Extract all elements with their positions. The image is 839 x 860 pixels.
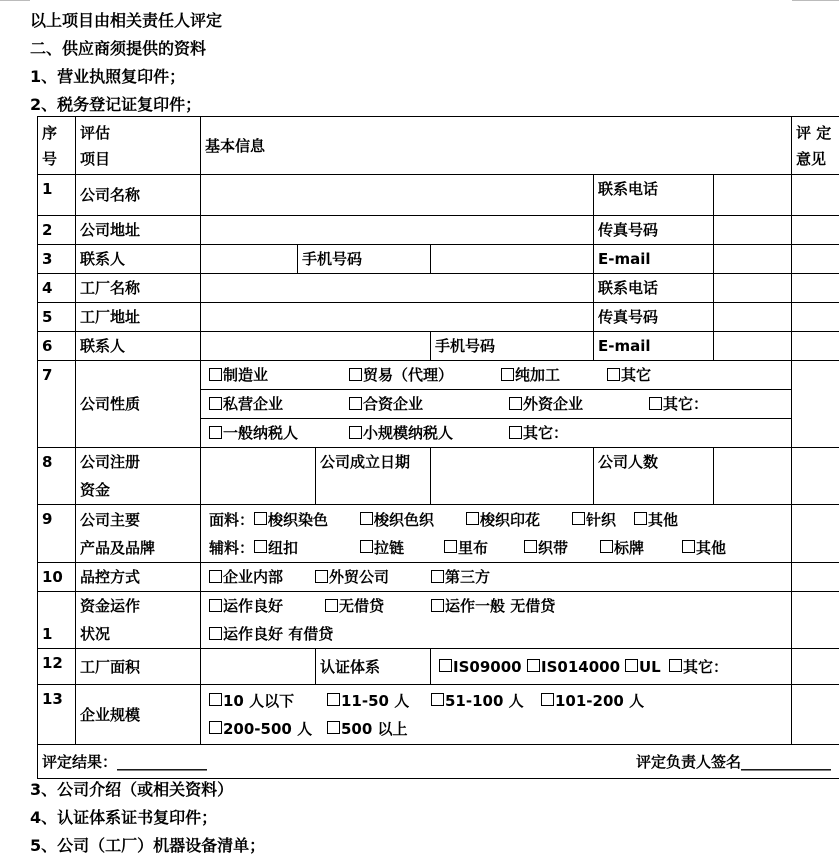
footer-line — [42, 748, 839, 776]
scale-option-over-500[interactable] — [327, 715, 408, 743]
checkbox-icon — [431, 570, 444, 583]
qc-option-internal[interactable] — [209, 563, 315, 591]
row7-line3 — [201, 418, 791, 447]
checkbox-icon — [209, 599, 222, 612]
row6-opinion[interactable] — [792, 332, 839, 361]
row9-label — [76, 505, 201, 563]
checkbox-icon — [634, 512, 647, 525]
doc-item-1: 1、营业执照复印件； — [30, 67, 186, 86]
option-label: 10 人以下 — [223, 691, 295, 710]
row11-line2 — [201, 620, 791, 648]
option-label: 私营企业 — [223, 395, 284, 413]
checkbox-icon — [541, 693, 554, 706]
row3-contact-value[interactable] — [201, 245, 298, 274]
header-item-bottom: 项目 — [80, 149, 111, 168]
row5-fax-label: 传真号码 — [594, 303, 714, 332]
row7-opinion[interactable] — [792, 361, 839, 448]
checkbox-icon — [327, 693, 340, 706]
option-label: 梭织染色 — [268, 510, 329, 529]
fabric-option-knit[interactable] — [572, 506, 634, 534]
header-seq-bottom: 号 — [42, 149, 58, 168]
row3-email-value[interactable] — [714, 245, 792, 274]
row7-line2 — [201, 389, 791, 418]
row-factory-address — [38, 303, 839, 332]
row4-phone-label: 联系电话 — [594, 274, 714, 303]
option-label: 外资企业 — [523, 395, 584, 413]
option-label: IS014000 — [541, 657, 621, 676]
row13-opinion[interactable] — [792, 685, 839, 745]
row12-area-value[interactable] — [201, 649, 316, 685]
doc-item-4: 4、认证体系证书复印件； — [30, 808, 218, 827]
row-company-nature — [38, 361, 839, 448]
option-label: 外贸公司 — [329, 568, 390, 586]
option-label: 其他 — [696, 538, 727, 557]
nature-option-joint[interactable] — [349, 390, 509, 418]
doc-item-5: 5、公司（工厂）机器设备清单； — [30, 836, 266, 855]
accessory-option-lining[interactable] — [444, 534, 524, 562]
option-label: 标牌 — [614, 538, 645, 557]
header-opinion-top: 评 定 — [796, 123, 832, 142]
checkbox-icon — [625, 659, 638, 672]
option-label: 运作良好 有借贷 — [223, 625, 334, 643]
row10-line — [201, 563, 791, 591]
checkbox-icon — [669, 659, 682, 672]
scale-option-11-50[interactable] — [327, 687, 431, 715]
qc-option-trade-company[interactable] — [315, 563, 431, 591]
option-label: 其它 — [621, 366, 652, 384]
row-capital-operation — [38, 592, 839, 649]
option-label: 梭织印花 — [480, 510, 541, 529]
option-label: 运作良好 — [223, 597, 284, 615]
row9-label-bottom: 产品及品牌 — [80, 538, 156, 557]
cert-option-iso9000[interactable] — [439, 653, 527, 681]
row4-no: 4 — [38, 274, 76, 303]
footer-cell — [38, 745, 839, 779]
doc-item-3: 3、公司介绍（或相关资料） — [30, 780, 234, 799]
fabric-label: 面料： — [209, 510, 255, 529]
row3-mobile-value[interactable] — [431, 245, 594, 274]
option-label: 合资企业 — [363, 395, 424, 413]
row6-email-label: E-mail — [594, 332, 714, 361]
nature-option-other-3[interactable] — [509, 419, 568, 447]
intro-line: 以上项目由相关责任人评定 — [30, 11, 223, 30]
checkbox-icon — [501, 368, 514, 381]
option-label: 贸易（代理） — [363, 366, 454, 384]
row2-fax-value[interactable] — [714, 216, 792, 245]
doc-item-2: 2、税务登记证复印件； — [30, 95, 202, 114]
row6-mobile-label: 手机号码 — [431, 332, 594, 361]
accessory-option-zipper[interactable] — [360, 534, 444, 562]
capital-option-no-debt[interactable] — [325, 592, 431, 620]
top-margin-mark-left — [0, 0, 30, 1]
checkbox-icon — [349, 397, 362, 410]
option-label: 其它： — [663, 395, 709, 413]
row8-capital-value[interactable] — [201, 448, 316, 505]
row9-no: 9 — [38, 505, 76, 563]
checkbox-icon — [325, 599, 338, 612]
fabric-option-other[interactable] — [634, 506, 678, 534]
checkbox-icon — [682, 540, 695, 553]
row8-no: 8 — [38, 448, 76, 505]
checkbox-icon — [349, 426, 362, 439]
row7-label: 公司性质 — [76, 361, 201, 448]
row-factory-contact — [38, 332, 839, 361]
nature-option-processing[interactable] — [501, 361, 607, 389]
row2-fax-label: 传真号码 — [594, 216, 714, 245]
row11-label-bottom: 状况 — [80, 625, 111, 643]
fabric-option-printed[interactable] — [466, 506, 572, 534]
row-evaluation-footer — [38, 745, 839, 779]
option-label: 11-50 人 — [341, 691, 410, 710]
nature-option-general-taxpayer[interactable] — [209, 419, 349, 447]
option-label: 51-100 人 — [445, 691, 524, 710]
row6-email-value[interactable] — [714, 332, 792, 361]
row12-cert-options — [431, 649, 792, 685]
option-label: 运作一般 无借贷 — [445, 597, 556, 615]
checkbox-icon — [360, 540, 373, 553]
row1-label: 公司名称 — [76, 175, 201, 216]
row13-label: 企业规模 — [76, 685, 201, 745]
accessory-label: 辅料： — [209, 538, 255, 557]
row-factory-area — [38, 649, 839, 685]
checkbox-icon — [444, 540, 457, 553]
accessory-option-ribbon[interactable] — [524, 534, 600, 562]
row-products — [38, 505, 839, 563]
checkbox-icon — [209, 368, 222, 381]
accessory-option-other[interactable] — [682, 534, 726, 562]
option-label: 其它： — [683, 657, 729, 676]
checkbox-icon — [349, 368, 362, 381]
option-label: 500 以上 — [341, 719, 408, 738]
option-label: 第三方 — [445, 568, 491, 586]
row-company-address — [38, 216, 839, 245]
row8-label-bottom: 资金 — [80, 481, 111, 499]
row1-phone-value[interactable] — [714, 175, 792, 216]
header-item — [76, 117, 201, 175]
scale-option-200-500[interactable] — [209, 715, 327, 743]
header-opinion — [792, 117, 839, 175]
row6-contact-value[interactable] — [201, 332, 431, 361]
option-label: 101-200 人 — [555, 691, 645, 710]
evaluator-signature[interactable]: 评定负责人签名____________ — [635, 752, 831, 771]
row5-opinion[interactable] — [792, 303, 839, 332]
nature-option-private[interactable] — [209, 390, 349, 418]
row4-opinion[interactable] — [792, 274, 839, 303]
checkbox-icon — [572, 512, 585, 525]
checkbox-icon — [607, 368, 620, 381]
header-basic-info: 基本信息 — [201, 117, 792, 175]
cert-option-iso14000[interactable] — [527, 653, 625, 681]
checkbox-icon — [439, 659, 452, 672]
header-seq — [38, 117, 76, 175]
checkbox-icon — [209, 397, 222, 410]
checkbox-icon — [431, 599, 444, 612]
checkbox-icon — [360, 512, 373, 525]
accessory-option-button[interactable] — [254, 534, 360, 562]
checkbox-icon — [649, 397, 662, 410]
row13-no: 13 — [38, 685, 76, 745]
option-label: 梭织色织 — [374, 510, 435, 529]
row11-opinion[interactable] — [792, 592, 839, 649]
row3-mobile-label: 手机号码 — [298, 245, 431, 274]
row4-label: 工厂名称 — [76, 274, 201, 303]
checkbox-icon — [315, 570, 328, 583]
checkbox-icon — [509, 397, 522, 410]
row11-line1 — [201, 592, 791, 620]
row12-cert-label: 认证体系 — [316, 649, 431, 685]
row-contact — [38, 245, 839, 274]
section-title: 二、供应商须提供的资料 — [30, 39, 207, 58]
header-item-top: 评估 — [80, 123, 111, 142]
row-factory-name — [38, 274, 839, 303]
row10-no: 10 — [38, 563, 76, 592]
qc-option-third-party[interactable] — [431, 563, 490, 591]
row9-fabric-line — [201, 506, 791, 534]
accessory-option-label[interactable] — [600, 534, 682, 562]
nature-option-small-taxpayer[interactable] — [349, 419, 509, 447]
row8-label-top: 公司注册 — [80, 453, 141, 471]
row5-label: 工厂地址 — [76, 303, 201, 332]
row7-options — [201, 361, 792, 448]
checkbox-icon — [600, 540, 613, 553]
table-header-row — [38, 117, 839, 175]
row3-opinion[interactable] — [792, 245, 839, 274]
cert-option-other[interactable] — [669, 653, 728, 681]
row11-no: 1 — [38, 592, 76, 649]
row3-label: 联系人 — [76, 245, 201, 274]
option-label: 里布 — [458, 538, 489, 557]
checkbox-icon — [209, 721, 222, 734]
row1-opinion[interactable] — [792, 175, 839, 216]
row2-value[interactable] — [201, 216, 594, 245]
row4-phone-value[interactable] — [714, 274, 792, 303]
row12-label: 工厂面积 — [76, 649, 201, 685]
row13-options — [201, 685, 792, 745]
row8-date-label: 公司成立日期 — [316, 448, 431, 505]
row8-opinion[interactable] — [792, 448, 839, 505]
row8-label — [76, 448, 201, 505]
row12-opinion[interactable] — [792, 649, 839, 685]
option-label: 纽扣 — [268, 538, 299, 557]
row12-no: 12 — [38, 649, 76, 685]
checkbox-icon — [527, 659, 540, 672]
option-label: 企业内部 — [223, 568, 284, 586]
row5-value[interactable] — [201, 303, 594, 332]
option-label: 针织 — [586, 510, 617, 529]
option-label: IS09000 — [453, 657, 522, 676]
row5-fax-value[interactable] — [714, 303, 792, 332]
checkbox-icon — [524, 540, 537, 553]
nature-option-foreign[interactable] — [509, 390, 649, 418]
row7-line1 — [201, 361, 791, 389]
top-margin-mark-right — [792, 0, 839, 1]
nature-option-other[interactable] — [607, 361, 651, 389]
capital-option-good-no-debt[interactable] — [209, 592, 325, 620]
row2-opinion[interactable] — [792, 216, 839, 245]
row12-line — [431, 653, 791, 681]
row8-staff-label: 公司人数 — [594, 448, 714, 505]
row-registered-capital — [38, 448, 839, 505]
row8-staff-value[interactable] — [714, 448, 792, 505]
checkbox-icon — [509, 426, 522, 439]
row9-accessory-line — [201, 534, 791, 562]
nature-option-manufacturing[interactable] — [209, 361, 349, 389]
option-label: 制造业 — [223, 366, 269, 384]
fabric-option-dyed[interactable] — [254, 506, 360, 534]
fabric-option-yarn-dyed[interactable] — [360, 506, 466, 534]
row6-no: 6 — [38, 332, 76, 361]
scale-option-51-100[interactable] — [431, 687, 541, 715]
row3-email-label: E-mail — [594, 245, 714, 274]
row9-label-top: 公司主要 — [80, 510, 141, 529]
checkbox-icon — [209, 570, 222, 583]
row-company-name — [38, 175, 839, 216]
option-label: 无借贷 — [339, 597, 385, 615]
row8-date-value[interactable] — [431, 448, 594, 505]
checkbox-icon — [431, 693, 444, 706]
row6-label: 联系人 — [76, 332, 201, 361]
row7-no: 7 — [38, 361, 76, 448]
option-label: 一般纳税人 — [223, 424, 299, 442]
capital-option-average-no-debt[interactable] — [431, 592, 555, 620]
option-label: 其他 — [648, 510, 679, 529]
row1-phone-label: 联系电话 — [594, 175, 714, 216]
option-label: 纯加工 — [515, 366, 561, 384]
row-company-scale — [38, 685, 839, 745]
scale-option-under-10[interactable] — [209, 687, 327, 715]
supplier-evaluation-table — [37, 116, 839, 779]
row4-value[interactable] — [201, 274, 594, 303]
checkbox-icon — [209, 627, 222, 640]
option-label: 拉链 — [374, 538, 405, 557]
option-label: 200-500 人 — [223, 719, 313, 738]
nature-option-other-2[interactable] — [649, 390, 708, 418]
header-seq-top: 序 — [42, 123, 58, 142]
capital-option-good-with-debt[interactable] — [209, 620, 333, 648]
row1-value[interactable] — [201, 175, 594, 216]
row2-no: 2 — [38, 216, 76, 245]
row-quality-control — [38, 563, 839, 592]
row11-label — [76, 592, 201, 649]
scale-option-101-200[interactable] — [541, 687, 644, 715]
row11-label-top: 资金运作 — [80, 597, 141, 615]
evaluation-result[interactable]: 评定结果：____________ — [42, 752, 208, 771]
option-label: 其它： — [523, 424, 569, 442]
checkbox-icon — [254, 512, 267, 525]
checkbox-icon — [254, 540, 267, 553]
checkbox-icon — [209, 426, 222, 439]
nature-option-trade[interactable] — [349, 361, 501, 389]
row5-no: 5 — [38, 303, 76, 332]
checkbox-icon — [466, 512, 479, 525]
row9-options — [201, 505, 792, 563]
row13-line2 — [201, 715, 791, 743]
row10-options — [201, 563, 792, 592]
row1-no: 1 — [38, 175, 76, 216]
checkbox-icon — [209, 693, 222, 706]
header-opinion-bottom: 意见 — [796, 149, 827, 168]
row10-opinion[interactable] — [792, 563, 839, 592]
row2-label: 公司地址 — [76, 216, 201, 245]
option-label: 小规模纳税人 — [363, 424, 454, 442]
row9-opinion[interactable] — [792, 505, 839, 563]
option-label: UL — [639, 657, 661, 676]
cert-option-ul[interactable] — [625, 653, 669, 681]
checkbox-icon — [327, 721, 340, 734]
row13-line1 — [201, 687, 791, 715]
row10-label: 品控方式 — [76, 563, 201, 592]
option-label: 织带 — [538, 538, 569, 557]
row3-no: 3 — [38, 245, 76, 274]
row11-options — [201, 592, 792, 649]
